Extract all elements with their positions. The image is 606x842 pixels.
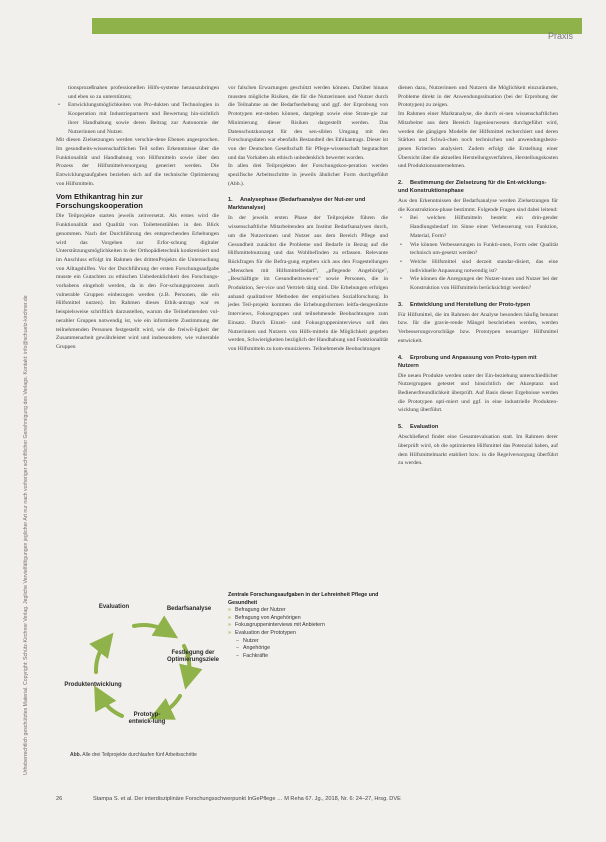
list-subitem: – Angehörige	[228, 645, 388, 653]
cycle-label-prototyp: Prototyp-entwick-lung	[128, 712, 166, 725]
intro-bullet-list	[56, 101, 219, 136]
list-item: • Welche Hilfsmittel sind derzeit standar-disiert, das eine individuelle Anpassung notwendig ist?	[398, 258, 558, 275]
step-number: 1.	[228, 197, 233, 204]
cycle-label-festlegung: Festlegung der Optimierungsziele	[166, 650, 219, 663]
cycle-arrow	[100, 696, 122, 716]
step-title: Entwicklung und Herstellung der Proto-typen	[410, 301, 531, 308]
research-tasks-list	[228, 607, 388, 660]
paragraph: Im Rahmen einer Marktanalyse, die durch ei-nen wissenschaftlichen Mitarbeiter aus dem Bereich Ingenieurwesen durchgeführt wird, werden die gängigen Modelle der Hilfsmittel recherchiert und deren Stärken und Schwä-chen noch technischen und anwendungsbezo-genen Kriterien analysiert. Zudem erfolgt die Erstellung einer Übersicht über die aktuellen Herstellungsverfahren, Herstellungskosten und Produktionsunternehmen.	[398, 111, 558, 170]
copyright-sidebar	[22, 60, 36, 780]
page-number: 26	[56, 796, 63, 802]
research-tasks-title: Zentrale Forschungsaufgaben in der Lehreinheit Pflege und Gesundheit	[228, 592, 379, 606]
step-number: 3.	[398, 301, 403, 308]
paragraph: vor falschen Erwartungen geschützt werden können. Darüber hinaus mussten mögliche Risiken, die für die Nutzerinnen und Nutzer durch die Teilnahme an der Bedarfserhebung und ggf. der Erprobung von Prototypen ent-stehen können, dargelegt sowie eine Strate-gie zur Minimierung dieser Risiken dargestellt werden. Das Datenschutzkonzept für den sen-siblen Umgang mit den Forschungsdaten war ebenfalls Bestandteil des Ethikantrags. Dieser ist von der Deutschen Gesellschaft für Pflege-wissenschaft begutachtet und das Vorhaben als ethisch unbedenklich bewertet worden.	[228, 85, 388, 161]
figure-caption	[70, 752, 230, 758]
cycle-label-produktentwicklung: Produktentwicklung	[64, 682, 122, 688]
paragraph: Für Hilfsmittel, die im Rahmen der Analyse besonders häufig benannt bzw. für die gravie-rende Mängel beschrieben werden, werden Verbesserungsvorschläge bzw. Prototypen neuartiger Hilfsmittel entwickelt.	[398, 311, 558, 344]
paragraph: Die neuen Produkte werden unter der Ein-beziehung unterschiedlicher Nutzergruppen getestet und hinsichtlich der Akzeptanz und Bedienerfreundlichkeit überprüft. Auf Basis dieser Ergebnisse werden die Prototypen opti-miert und ggf. in eine industrielle Produkten-wicklung überführt.	[398, 372, 558, 414]
step-heading	[398, 423, 558, 431]
list-item: • Wie können die Anregungen der Nutzer-innen und Nutzer bei der Konstruktion von Hilfsmitteln berücksichtigt werden?	[398, 275, 558, 292]
paragraph: Mit diesen Zielsetzungen werden verschie-dene Ebenen angesprochen. Im gesundheits-wissenschaftlichen Teil sollen Erkenntnisse über die Funktionalität und Handhabung von Hilfsmitteln sowie über den Prozess der Hilfsmittelversorgung generiert werden. Die Entwicklungsaufgaben beziehen sich auf die technische Optimierung von Hilfsmitteln.	[56, 137, 219, 187]
list-item: • Entwicklungsmöglichkeiten von Pro-dukten und Technologien in Kooperation mit Industriepartnern und Bewertung hin-sichtlich ihrer Handhabung sowie deren Beitrag zur Autonomie der Nutzerinnen und Nutzer.	[56, 101, 219, 136]
step-title: Bestimmung der Zielsetzung für die Ent-wicklungs- und Konstruktionsphase	[398, 180, 547, 195]
cycle-arrow	[96, 642, 106, 672]
page-footer	[56, 796, 556, 802]
paragraph: Aus den Erkenntnissen der Bedarfsanalyse werden Zielsetzungen für die Konstruktions-phase bestimmt. Folgende Fragen sind dabei leitend:	[398, 198, 558, 213]
list-subitem: – Fachkräfte	[228, 653, 388, 661]
process-cycle-figure	[56, 592, 224, 742]
research-tasks-box	[228, 592, 388, 660]
paragraph: Die Teilprojekte starten jeweils zeitversetzt. Als erstes wird die Funktionalität und Qualität von Toilettenstühlen in den Blick genommen. Nach der Durchführung des entsprechenden Erhebungen wird das Vorgehen zur Erfor-schung digitaler Unterstützungsmöglichkeiten in der Orthopädietechnik konkretisiert und im Anschluss erfolgt im Rahmen des drittenProjekts die Untersuchung von Alltagshilfen. Vor der Durchführung der ersten Forschungsaufgabe musste ein Gutachten zu ethischen Unbedenklichkeit des Forschungs-vorhabens eingeholt werden, da in den For-schungsprozess auch vulnerable Gruppen einbezogen werden (z.B. Personen, die ein Hilfsmittel nutzen). Im Rahmen dieses Ethik-antrags war es beispielsweise schriftlich darzustellen, warum die Teilnehmenden vul-nerabler Gruppen notwendig ist, wie ein informierte Zustimmung der teilnehmenden Personen festgestellt wird, wie die freiwil-ligkeit der Zusammenarbeit gewährleistet wird und insbesondere, wie vulnerable Gruppen	[56, 213, 219, 350]
step-heading	[398, 179, 558, 195]
step-heading	[398, 301, 558, 309]
figure-caption-text: Alle drei Teilprojekte durchlaufen fünf Arbeitsschritte	[82, 752, 197, 758]
list-item: • Wie können Verbesserungen in Funkti-onen, Form oder Qualität technisch um-gesetzt werden?	[398, 241, 558, 258]
step-title: Analysephase (Bedarfsanalyse der Nut-zer und Marktanalyse)	[228, 197, 366, 212]
list-item: » Befragung der Nutzer	[228, 607, 388, 615]
section-label: Praxis	[548, 31, 574, 41]
figure-caption-label: Abb.	[70, 752, 82, 758]
list-item: • Bei welchen Hilfsmitteln besteht ein drin-gender Handlungsbedarf im Sinne einer Verbesserung von Funktion, Material, Form?	[398, 214, 558, 240]
step-number: 5.	[398, 424, 403, 431]
column-1	[56, 84, 219, 352]
step-number: 4.	[398, 354, 403, 361]
list-item: » Fokusgruppeninterviews mit Anbietern	[228, 622, 388, 630]
cycle-label-bedarfsanalyse: Bedarfsanalyse	[166, 606, 212, 612]
citation: Stampa S. et al. Der interdisziplinäre Forschungsschwerpunkt InGePflege … M Reha 67. Jg., 2018, Nr. 6: 24–27, Hrsg. DVE	[93, 796, 401, 802]
list-subitem: – Nutzer	[228, 638, 388, 646]
cycle-arrow	[134, 625, 168, 632]
column-3	[398, 84, 558, 468]
copyright-notice: Urheberrechtlich geschütztes Material. Copyright: Schütz-Kirchner Verlag. Jegliche Vervielfältigungen jeglicher Art nur nach vorheriger schriftlicher Genehmigung des Verlags. Kontakt: info@schuetz-kirchner.de	[23, 295, 29, 775]
cycle-label-evaluation: Evaluation	[98, 604, 130, 610]
column-2	[228, 84, 388, 354]
step-heading	[398, 354, 558, 370]
question-list	[398, 214, 558, 292]
step-number: 2.	[398, 180, 403, 187]
step-title: Evaluation	[410, 424, 439, 431]
intro-continuation: tionsprozeßnahen professionellen Hilfs-systeme herauszubringen und eben so zu unterstützen;	[68, 85, 219, 100]
paragraph: In der jeweils ersten Phase der Teilprojekte führen die wissenschaftliche Mitarbeitenden am Institut Bedarfsanalysen durch, um die Nutzerinnen und Nutzer aus dem Bereich Pflege und Gesundheit zunächst die Probleme und Bedarfe in Bezug auf die Hilfsmittelnutzung und das Wohlbefinden zu erfassen. Relevante Rückfragen für die Befra-gung ergeben sich aus den Fragestellungen „Menschen mit Hilfsmittelbedarf", „pflegende Angehörige", „Beschäftigte im Gesundheitswes-en" sowie Personen, die in Produktion, Ser-vice und Vertrieb tätig sind. Die Erhebungen erfolgen anhand qualitativer Methoden der empirischen Sozialforschung. In jedes Teil-projekt kommen die Erhebungsformen leitfa-dengestützte Interviews, Fokusgruppen und teilnehmende Beobachtungen zum Einsatz. Durch Einzel- und Fokusgruppeninterviews soll den Nutzerinnen und Nutzern von Hilfs-mitteln die Möglichkeit gegeben werden, Schwierigkeiten bezüglich der Handhabung und Funktionalität von Hilfsmitteln zu kom-munizieren. Teilnehmende Beobachtungen	[228, 215, 388, 352]
header-accent-bar	[92, 18, 582, 34]
paragraph: Abschließend findet eine Gesamtevaluation statt. Im Rahmen derer überprüft wird, ob die optimierten Hilfsmittel das Potenzial haben, auf dem Hilfsmittelmarkt etabliert bzw. in die Regelversorgung überführt zu werden.	[398, 434, 558, 467]
list-item: » Evaluation der Prototypen	[228, 630, 388, 638]
list-item: » Befragung von Angehörigen	[228, 615, 388, 623]
step-title: Erprobung und Anpassung von Proto-typen mit Nutzern	[398, 354, 537, 369]
step-heading	[228, 196, 388, 212]
paragraph: dienen dazu, Nutzerinnen und Nutzern die Möglichkeit einzuräumen, Probleme direkt in der Anwendungssituation (bei der Erprobung der Prototypen) zu zeigen.	[398, 85, 558, 109]
paragraph: In allen drei Teilprojekten der Forschungskoo-peration werden spezifische Arbeitsschritte in jeweils ähnlicher Form durchgeführt (Abb.).	[228, 163, 388, 187]
section-heading: Vom Ethikantrag hin zur Forschungskooperation	[56, 192, 143, 211]
